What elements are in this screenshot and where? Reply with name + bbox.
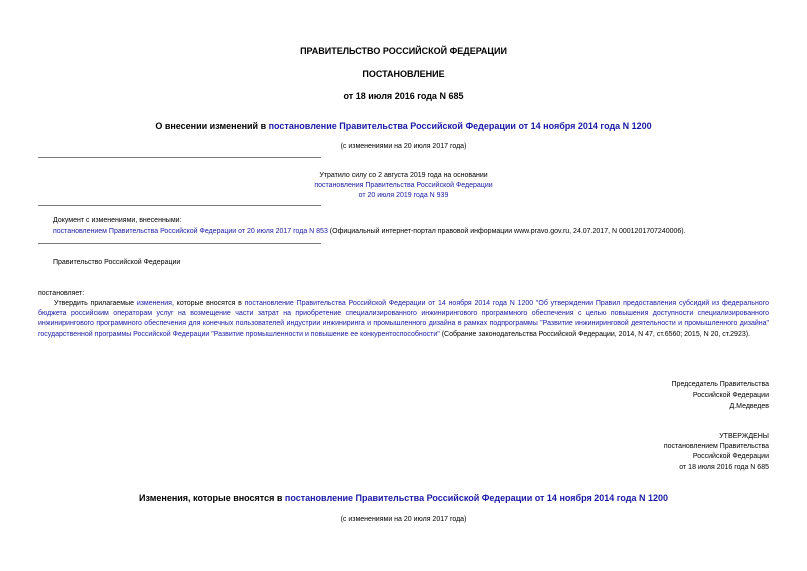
divider [38,157,321,158]
divider [38,243,321,244]
expired-notice-text: Утратило силу со 2 августа 2019 года на основании [319,172,488,179]
expired-basis-date-link[interactable]: от 20 июля 2019 года N 939 [358,192,449,199]
document-date-number: от 18 июля 2016 года N 685 [343,91,464,101]
body-text-2: , которые вносятся в [171,300,245,307]
document-title [0,121,807,132]
approved-country: Российской Федерации [692,453,769,460]
document-type-heading: ПОСТАНОВЛЕНИЕ [362,69,445,79]
changes-link[interactable]: изменения [136,300,172,307]
amendments-line [53,227,686,236]
title-amended-act-link[interactable]: постановление Правительства Российской Федерации от 14 ноября 2014 года N 1200 [268,121,652,131]
issuer: Правительство Российской Федерации [53,259,181,266]
body-text-1: Утвердить прилагаемые [54,300,137,307]
changes-amended-act-link[interactable]: постановление Правительства Российской Федерации от 14 ноября 2014 года N 1200 [284,493,668,503]
changes-amended-note: (с изменениями на 20 июля 2017 года) [340,516,467,523]
divider [38,205,321,206]
amendments-label: Документ с изменениями, внесенными: [53,217,182,224]
changes-title [0,493,807,504]
signature-name: Д.Медведев [729,403,769,410]
title-prefix: О внесении изменений в [155,121,269,131]
signature-country: Российской Федерации [692,392,769,399]
changes-prefix: Изменения, которые вносятся в [139,493,285,503]
decrees-word: постановляет: [38,290,85,297]
approved-date-number: от 18 июля 2016 года N 685 [679,464,769,471]
title-amended-note: (с изменениями на 20 июля 2017 года) [340,143,467,150]
body-text-3: (Собрание законодательства Российской Федерации, 2014, N 47, ст.6560; 2015, N 20, ст.2923). [439,330,751,338]
amendments-source: (Официальный интернет-портал правовой информации www.pravo.gov.ru, 24.07.2017, N 0001201707240006). [327,228,686,235]
amended-act-link[interactable]: постановление Правительства Российской Федерации от 14 ноября 2014 года N 1200 "Об утверждении Правил предоставления субсидий из федерального бюджета российским операторам услуг на возмещение части затрат на приобретение специализированного инжинирингового программного обеспечения с целью повышения доступности специализированного инжинирингового программного обеспечения для конечных пользователей индустрии инжиниринга и промышленного дизайна в рамках подпрограммы "Развитие инжиниринговой деятельности и промышленного дизайна" государственной программы Российской Федерации "Развитие промышленности и повышение ее конкурентоспособности" [38,300,769,338]
amendments-act-link[interactable]: постановлением Правительства Российской Федерации от 20 июля 2017 года N 853 [53,228,328,235]
approved-heading: УТВЕРЖДЕНЫ [719,433,769,440]
decree-body [38,299,769,340]
government-heading: ПРАВИТЕЛЬСТВО РОССИЙСКОЙ ФЕДЕРАЦИИ [300,46,507,56]
signature-position: Председатель Правительства [671,381,769,388]
expired-basis-link[interactable]: постановления Правительства Российской Федерации [314,182,493,189]
approved-by: постановлением Правительства [663,443,769,450]
